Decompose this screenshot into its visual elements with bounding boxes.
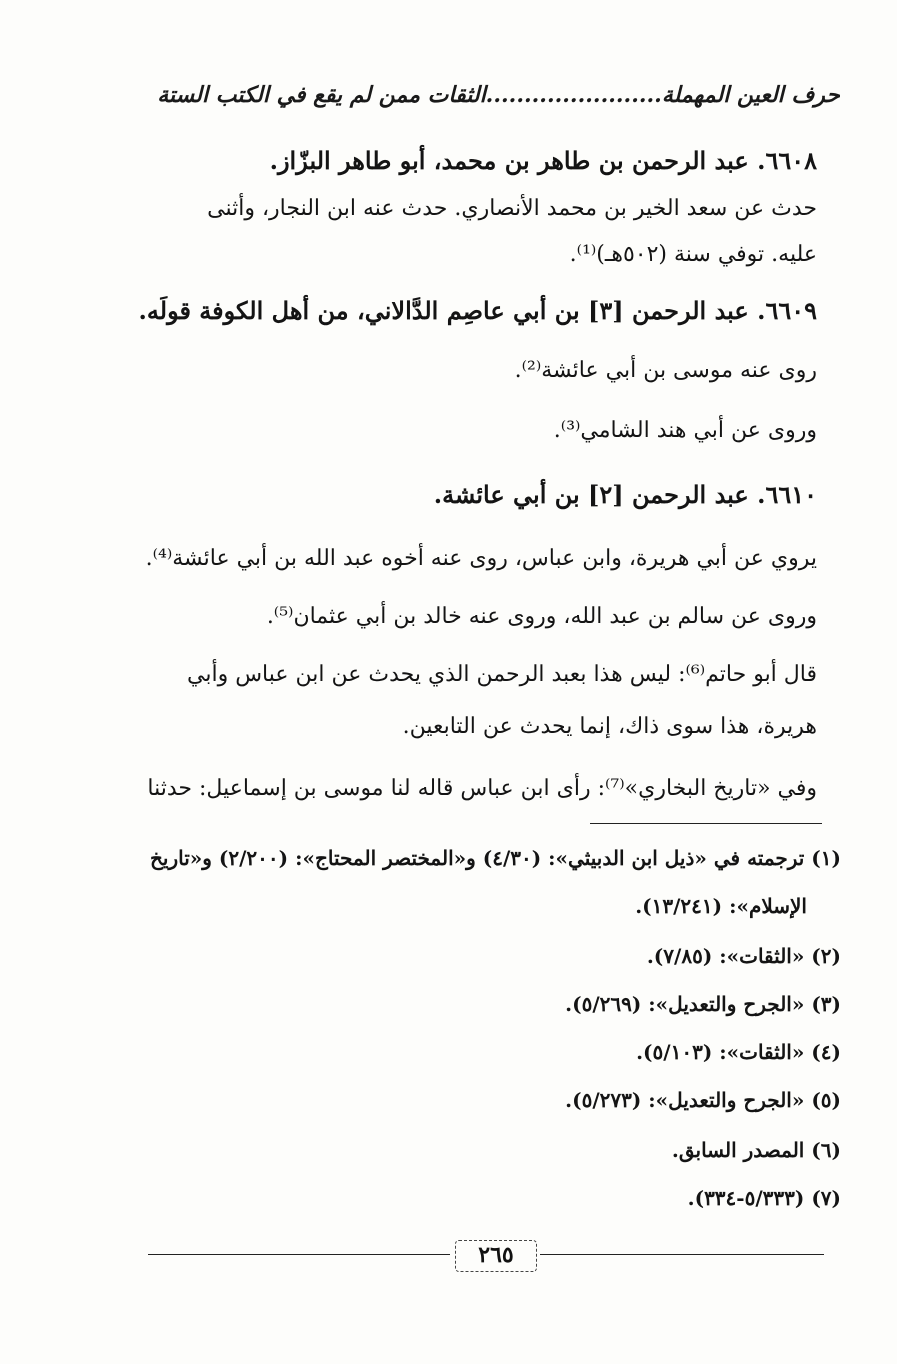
running-header: حرف العين المهملة.......................الثقات ممن لم يقع في الكتب الستة: [157, 82, 840, 108]
footnote-1-line-2: الإسلام»: (١٣/٢٤١).: [635, 894, 807, 918]
entry-6610-line-2: وروى عن سالم بن عبد الله، وروى عنه خالد بن أبي عثمان⁽⁵⁾.: [266, 604, 817, 629]
footnote-1-line-1: (١) ترجمته في «ذيل ابن الدبيثي»: (٤/٣٠) و«المختصر المحتاج»: (٢/٢٠٠) و«تاريخ: [149, 846, 841, 870]
entry-6608-line-2: عليه. توفي سنة (٥٠٢هـ)⁽¹⁾.: [569, 242, 817, 267]
footnote-6: (٦) المصدر السابق.: [671, 1138, 841, 1162]
footnote-3: (٣) «الجرح والتعديل»: (٥/٢٦٩).: [565, 992, 841, 1016]
entry-6609-line-2: وروى عن أبي هند الشامي⁽³⁾.: [553, 418, 817, 443]
entry-heading-6609: ٦٦٠٩. عبد الرحمن [٣] بن أبي عاصِم الدَّالاني، من أهل الكوفة قولَه.: [138, 296, 817, 325]
footnote-7: (٧) (٥/٣٣٣-٣٣٤).: [687, 1186, 841, 1210]
footnote-4: (٤) «الثقات»: (٥/١٠٣).: [636, 1040, 841, 1064]
bottom-rule-right: [540, 1254, 824, 1255]
entry-6610-line-3: قال أبو حاتم⁽⁶⁾: ليس هذا بعبد الرحمن الذي يحدث عن ابن عباس وأبي: [187, 662, 817, 687]
entry-6609-line-1: روى عنه موسى بن أبي عائشة⁽²⁾.: [514, 358, 817, 383]
page-number: ٢٦٥: [455, 1240, 537, 1272]
entry-6610-line-5: وفي «تاريخ البخاري»⁽⁷⁾: رأى ابن عباس قاله لنا موسى بن إسماعيل: حدثنا: [147, 776, 817, 801]
entry-6608-line-1: حدث عن سعد الخير بن محمد الأنصاري. حدث عنه ابن النجار، وأثنى: [207, 196, 817, 221]
entry-heading-6610: ٦٦١٠. عبد الرحمن [٢] بن أبي عائشة.: [433, 480, 817, 509]
footnote-5: (٥) «الجرح والتعديل»: (٥/٢٧٣).: [565, 1088, 841, 1112]
footnote-2: (٢) «الثقات»: (٧/٨٥).: [646, 944, 841, 968]
bottom-rule-left: [148, 1254, 450, 1255]
entry-6610-line-4: هريرة، هذا سوى ذاك، إنما يحدث عن التابعين.: [402, 714, 817, 739]
footnote-separator: [590, 823, 822, 824]
entry-heading-6608: ٦٦٠٨. عبد الرحمن بن طاهر بن محمد، أبو طاهر البزّاز.: [269, 146, 817, 175]
entry-6610-line-1: يروي عن أبي هريرة، وابن عباس، روى عنه أخوه عبد الله بن أبي عائشة⁽⁴⁾.: [145, 546, 817, 571]
